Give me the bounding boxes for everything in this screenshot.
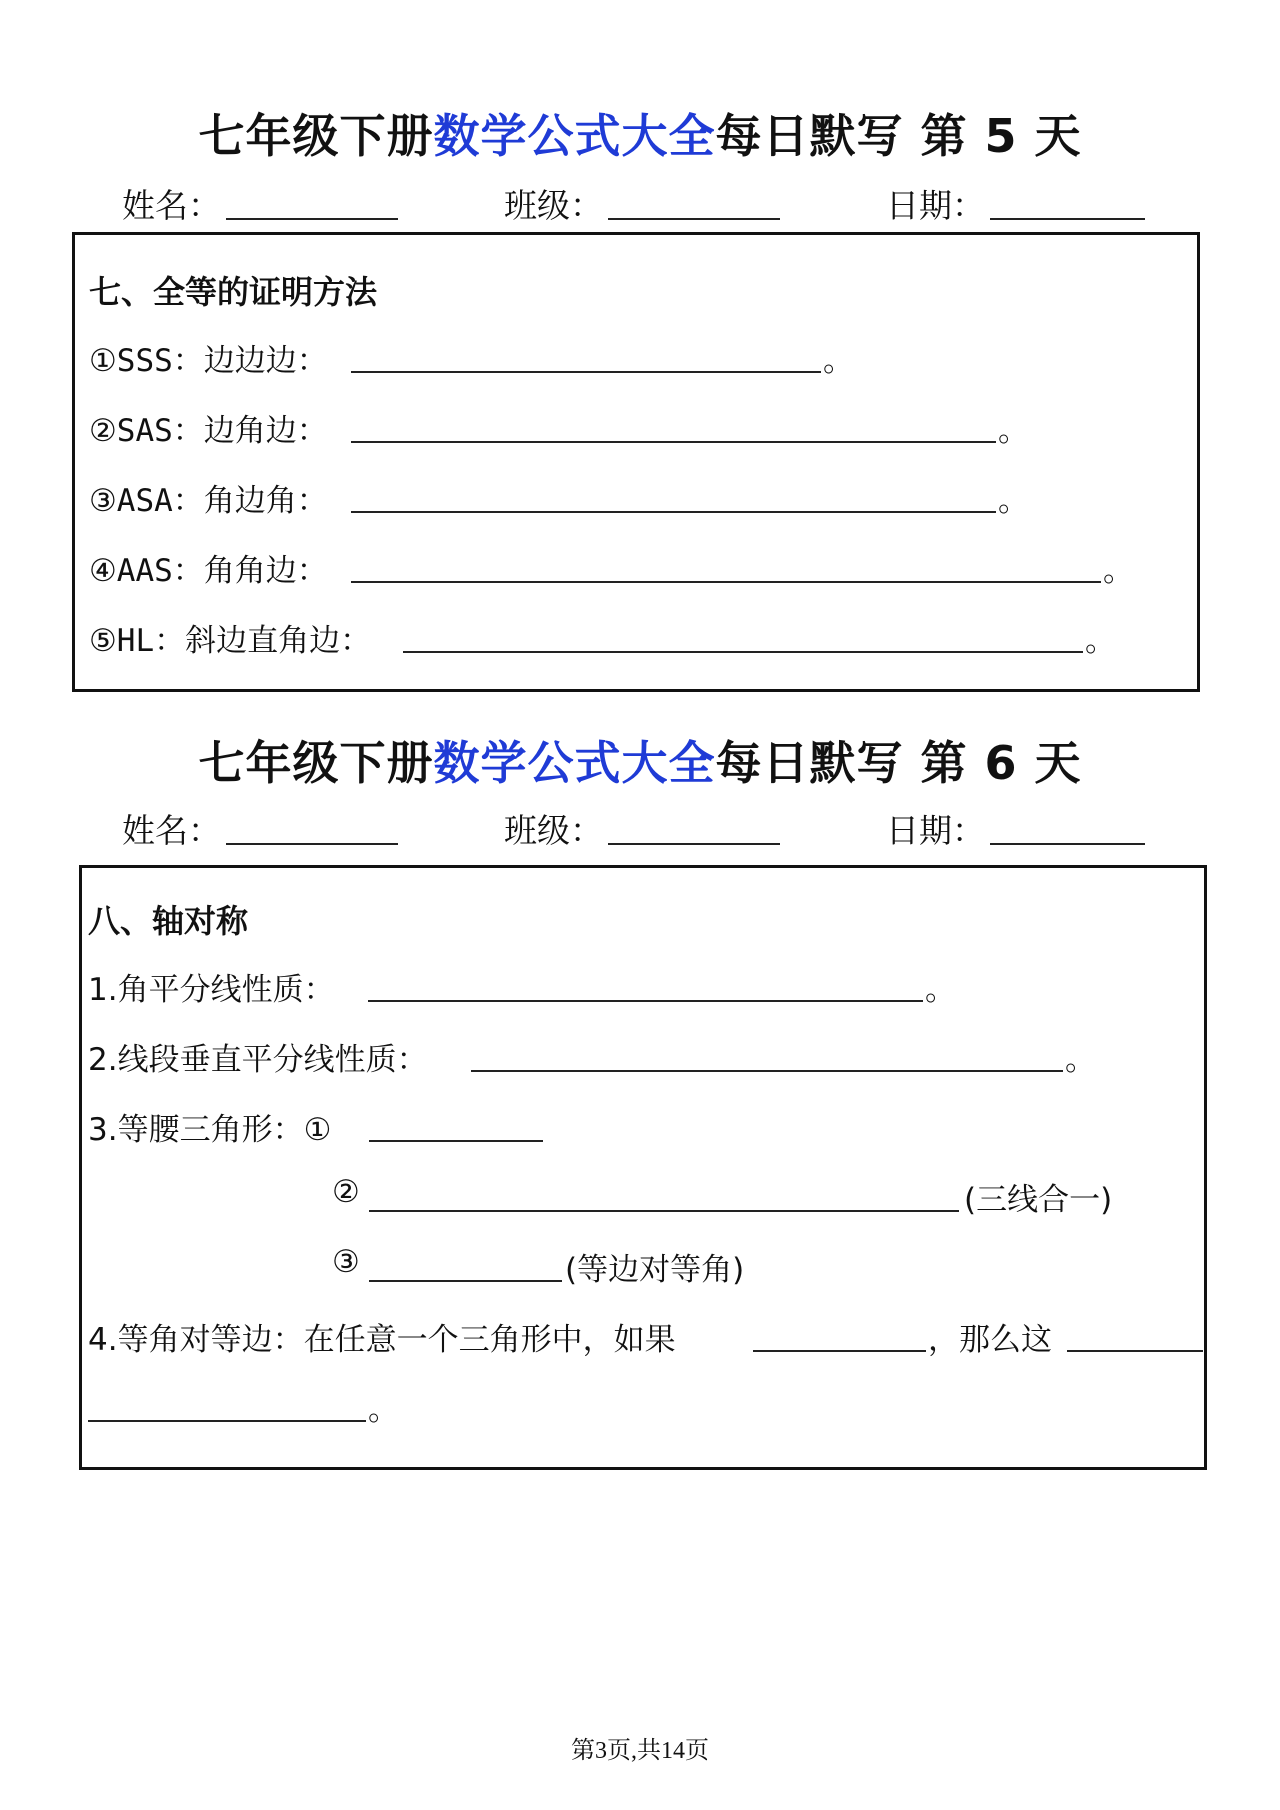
- item-end: 。: [823, 343, 854, 379]
- item-end: 。: [1085, 623, 1116, 659]
- day6-name-label: 姓名：: [122, 811, 221, 850]
- answer-blank[interactable]: [88, 1420, 366, 1422]
- day6-box: [79, 865, 1207, 1470]
- day5-item-asa: [89, 475, 1189, 519]
- item-label: ①SSS：边边边：: [89, 343, 328, 379]
- day6-item-equal-angles-cont: [88, 1384, 1198, 1428]
- day5-item-sss: [89, 335, 1189, 379]
- day5-class-label: 班级：: [504, 186, 603, 225]
- page-number: 第3页,共14页: [571, 1738, 709, 1764]
- item-end: 。: [368, 1392, 399, 1428]
- item-label: ⑤HL：斜边直角边：: [89, 623, 372, 659]
- item-label: ③: [332, 1244, 360, 1280]
- item-end: 。: [925, 972, 956, 1008]
- day6-title-suffix: 每日默写 第 6 天: [715, 736, 1082, 790]
- day5-date-label: 日期：: [886, 186, 985, 225]
- item-end: 。: [1103, 553, 1134, 589]
- answer-blank[interactable]: [351, 511, 996, 513]
- answer-blank[interactable]: [351, 441, 996, 443]
- day6-title-highlight: 数学公式大全: [433, 736, 716, 790]
- item-label: 1.角平分线性质：: [88, 972, 335, 1008]
- day6-item-isosceles-2: [88, 1174, 1198, 1218]
- day6-date-field[interactable]: [990, 843, 1145, 845]
- day6-class-label: 班级：: [504, 811, 603, 850]
- item-label: 2.线段垂直平分线性质：: [88, 1042, 428, 1078]
- day6-date-label: 日期：: [886, 811, 985, 850]
- item-label: ②SAS：边角边：: [89, 413, 328, 449]
- item-end: (等边对等角): [565, 1252, 745, 1288]
- item-label: ③ASA：角边角：: [89, 483, 328, 519]
- day6-class-field[interactable]: [608, 843, 780, 845]
- item-end: 。: [998, 483, 1029, 519]
- day5-box: [72, 232, 1200, 692]
- day5-name-label: 姓名：: [122, 186, 221, 225]
- day5-item-hl: [89, 615, 1189, 659]
- answer-blank[interactable]: [403, 651, 1083, 653]
- day6-info-row: [0, 805, 1280, 855]
- day6-item-angle-bisector: [88, 964, 1198, 1008]
- day5-title-prefix: 七年级下册: [198, 109, 434, 163]
- item-label: ④AAS：角角边：: [89, 553, 328, 589]
- item-end: 。: [1065, 1042, 1096, 1078]
- day6-item-perpendicular-bisector: [88, 1034, 1198, 1078]
- day5-title: [0, 100, 1280, 166]
- answer-blank[interactable]: [369, 1210, 959, 1212]
- item-end: (三线合一): [964, 1182, 1113, 1218]
- answer-blank[interactable]: [369, 1280, 562, 1282]
- day5-class-field[interactable]: [608, 218, 780, 220]
- day5-section-title: 七、全等的证明方法: [89, 273, 378, 311]
- item-label: 4.等角对等边：在任意一个三角形中，如果: [88, 1322, 676, 1358]
- day5-name-field[interactable]: [226, 218, 398, 220]
- day5-title-highlight: 数学公式大全: [433, 109, 716, 163]
- day5-date-field[interactable]: [990, 218, 1145, 220]
- item-label: ②: [332, 1174, 360, 1210]
- day6-item-isosceles-1: [88, 1104, 1198, 1148]
- item-label: 3.等腰三角形：①: [88, 1112, 332, 1148]
- day6-section-title: 八、轴对称: [88, 902, 249, 940]
- answer-blank[interactable]: [471, 1070, 1063, 1072]
- day6-name-field[interactable]: [226, 843, 398, 845]
- answer-blank[interactable]: [753, 1350, 926, 1352]
- day5-title-suffix: 每日默写 第 5 天: [715, 109, 1082, 163]
- day6-item-equal-angles: [88, 1314, 1203, 1358]
- day5-info-row: [0, 180, 1280, 230]
- day6-title-prefix: 七年级下册: [198, 736, 434, 790]
- item-end: 。: [998, 413, 1029, 449]
- answer-blank[interactable]: [351, 581, 1101, 583]
- day5-item-sas: [89, 405, 1189, 449]
- answer-blank[interactable]: [368, 1000, 923, 1002]
- item-mid: ，那么这: [928, 1322, 1052, 1358]
- day5-item-aas: [89, 545, 1189, 589]
- day6-title: [0, 727, 1280, 793]
- answer-blank[interactable]: [351, 371, 821, 373]
- day6-item-isosceles-3: [88, 1244, 1198, 1288]
- answer-blank[interactable]: [369, 1140, 543, 1142]
- answer-blank[interactable]: [1067, 1350, 1203, 1352]
